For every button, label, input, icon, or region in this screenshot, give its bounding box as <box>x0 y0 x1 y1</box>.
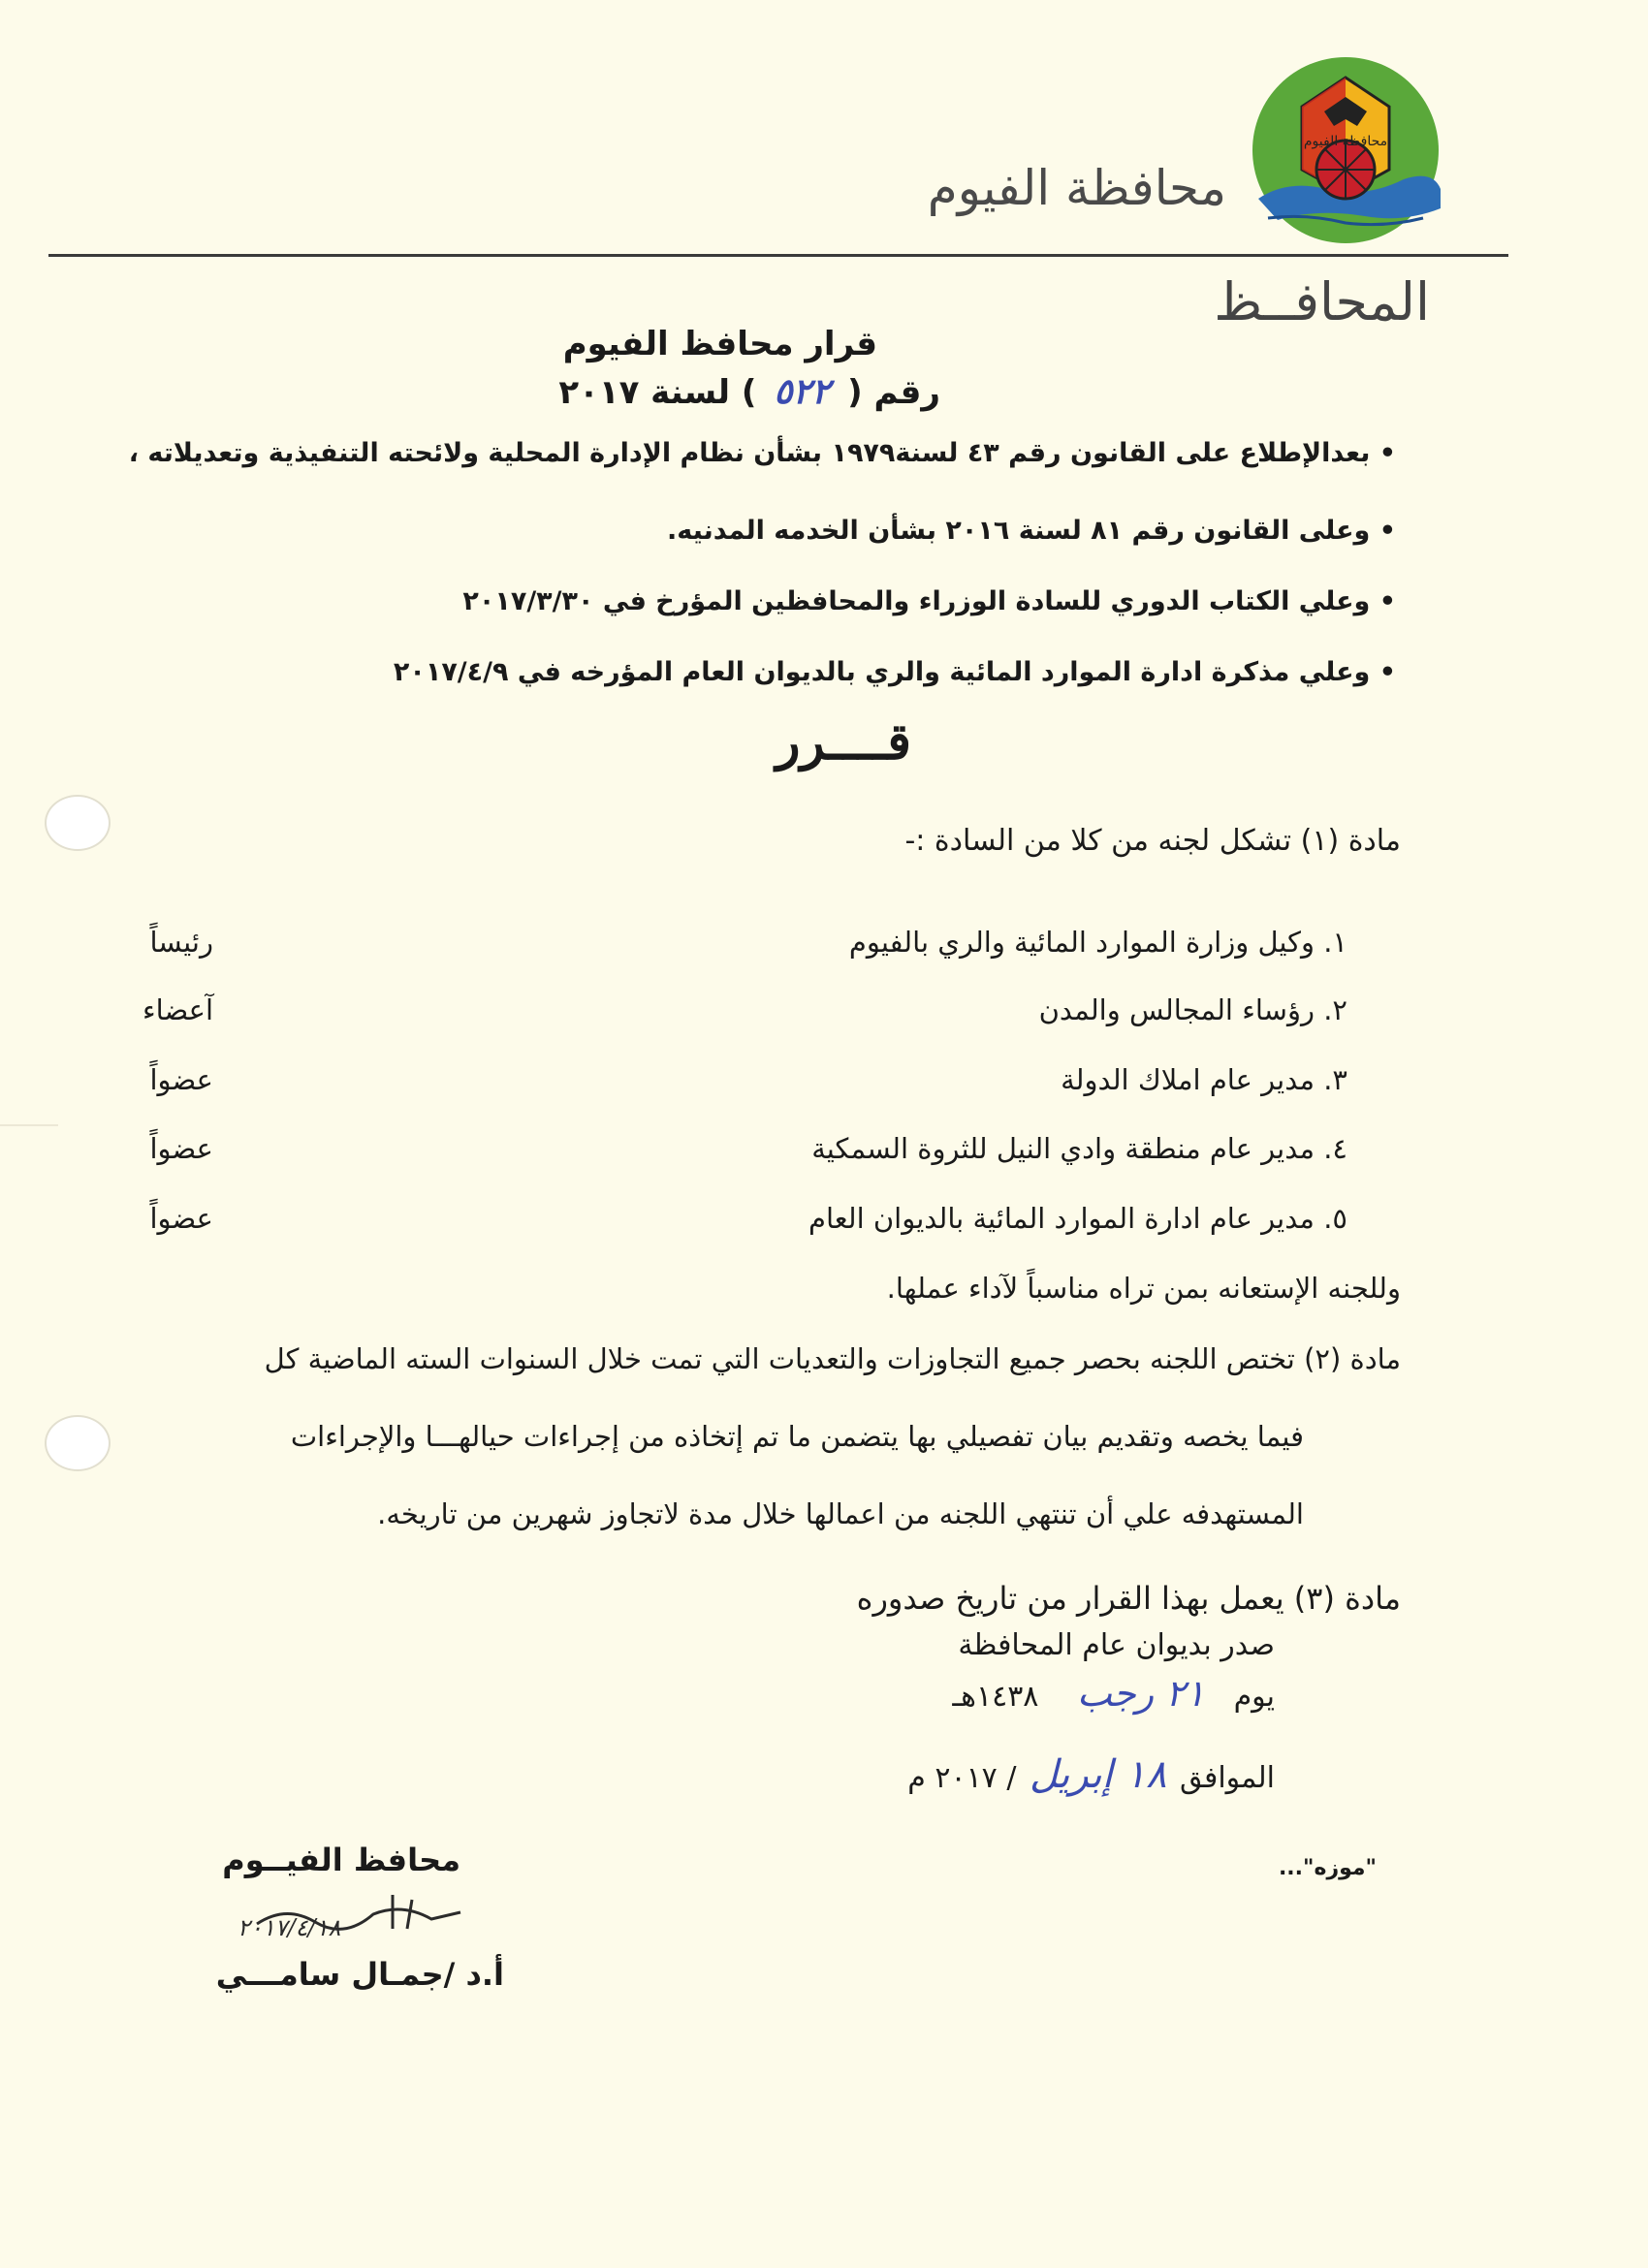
preamble-line: • وعلى القانون رقم ٨١ لسنة ٢٠١٦ بشأن الخدمه المدنيه. <box>666 516 1396 546</box>
article3: مادة (٣) يعمل بهذا القرار من تاريخ صدوره <box>856 1580 1401 1617</box>
gregorian-handwritten: ١٨ إبريل <box>1030 1752 1167 1797</box>
member-item: ٤. مدير عام منطقة وادي النيل للثروة السمكية <box>811 1132 1347 1165</box>
member-role: رئيساً <box>149 926 213 959</box>
hijri-date <box>952 1672 1275 1715</box>
signature-date: ٢٠١٧/٤/١٨ <box>238 1914 341 1941</box>
governorate-emblem <box>1249 53 1442 247</box>
member-role: عضواً <box>149 1063 213 1096</box>
punch-hole <box>45 795 111 851</box>
article2-line: مادة (٢) تختص اللجنه بحصر جميع التجاوزات والتعديات التي تمت خلال السنوات السته الماضية كل <box>264 1342 1401 1375</box>
distribution-note: "موزه"... <box>1278 1856 1377 1880</box>
emblem-icon <box>1249 53 1442 247</box>
signatory-title: محافظ الفيــوم <box>222 1842 460 1878</box>
gregorian-year: / ٢٠١٧ م <box>907 1761 1017 1795</box>
number-handwritten: ٥٢٢ <box>774 371 831 412</box>
member-item: ٢. رؤساء المجالس والمدن <box>1038 993 1347 1026</box>
corresponding-label: الموافق <box>1179 1761 1275 1795</box>
number-suffix: ) لسنة ٢٠١٧ <box>558 373 757 412</box>
article1-intro: مادة (١) تشكل لجنه من كلا من السادة :- <box>904 824 1401 858</box>
decision-heading: قــــرر <box>776 712 911 772</box>
punch-hole <box>45 1415 111 1471</box>
decision-title: قرار محافظ الفيوم <box>562 325 877 363</box>
header-rule <box>48 254 1508 257</box>
article2-line: فيما يخصه وتقديم بيان تفصيلي بها يتضمن ما تم إتخاذه من إجراءات حيالهـــا والإجراءات <box>290 1420 1304 1453</box>
gregorian-date <box>907 1752 1275 1797</box>
member-item: ١. وكيل وزارة الموارد المائية والري بالفيوم <box>848 926 1347 959</box>
header-org-name: محافظة الفيوم <box>927 160 1226 216</box>
day-label: يوم <box>1233 1680 1275 1714</box>
hijri-handwritten: ٢١ رجب <box>1076 1672 1206 1715</box>
office-title: المحافــظ <box>1214 271 1430 332</box>
signatory-name: أ.د /جمـال سامـــي <box>215 1956 504 1993</box>
member-item: ٥. مدير عام ادارة الموارد المائية بالديوان العام <box>808 1202 1347 1235</box>
preamble-line: • وعلي الكتاب الدوري للسادة الوزراء والمحافظين المؤرخ في ٢٠١٧/٣/٣٠ <box>462 586 1396 616</box>
issued-line: صدر بديوان عام المحافظة <box>958 1628 1275 1662</box>
hijri-year: ١٤٣٨هـ <box>952 1680 1039 1714</box>
emblem-caption: محافظة الفيوم <box>1303 134 1388 149</box>
decision-number <box>558 371 940 412</box>
article1-note: وللجنه الإستعانه بمن تراه مناسباً لآداء عملها. <box>886 1272 1401 1305</box>
preamble-line: • وعلي مذكرة ادارة الموارد المائية والري بالديوان العام المؤرخه في ٢٠١٧/٤/٩ <box>393 657 1396 687</box>
member-role: آعضاء <box>143 993 213 1026</box>
preamble-line: • بعدالإطلاع على القانون رقم ٤٣ لسنة١٩٧٩ بشأن نظام الإدارة المحلية ولائحته التنفيذية وتعديلاته ، <box>128 438 1396 468</box>
number-prefix: رقم ( <box>847 373 940 412</box>
article2-line: المستهدفه علي أن تنتهي اللجنه من اعمالها خلال مدة لاتجاوز شهرين من تاريخه. <box>377 1497 1304 1530</box>
member-role: عضواً <box>149 1132 213 1165</box>
member-role: عضواً <box>149 1202 213 1235</box>
member-item: ٣. مدير عام املاك الدولة <box>1061 1063 1347 1096</box>
fold-mark <box>0 1124 58 1126</box>
